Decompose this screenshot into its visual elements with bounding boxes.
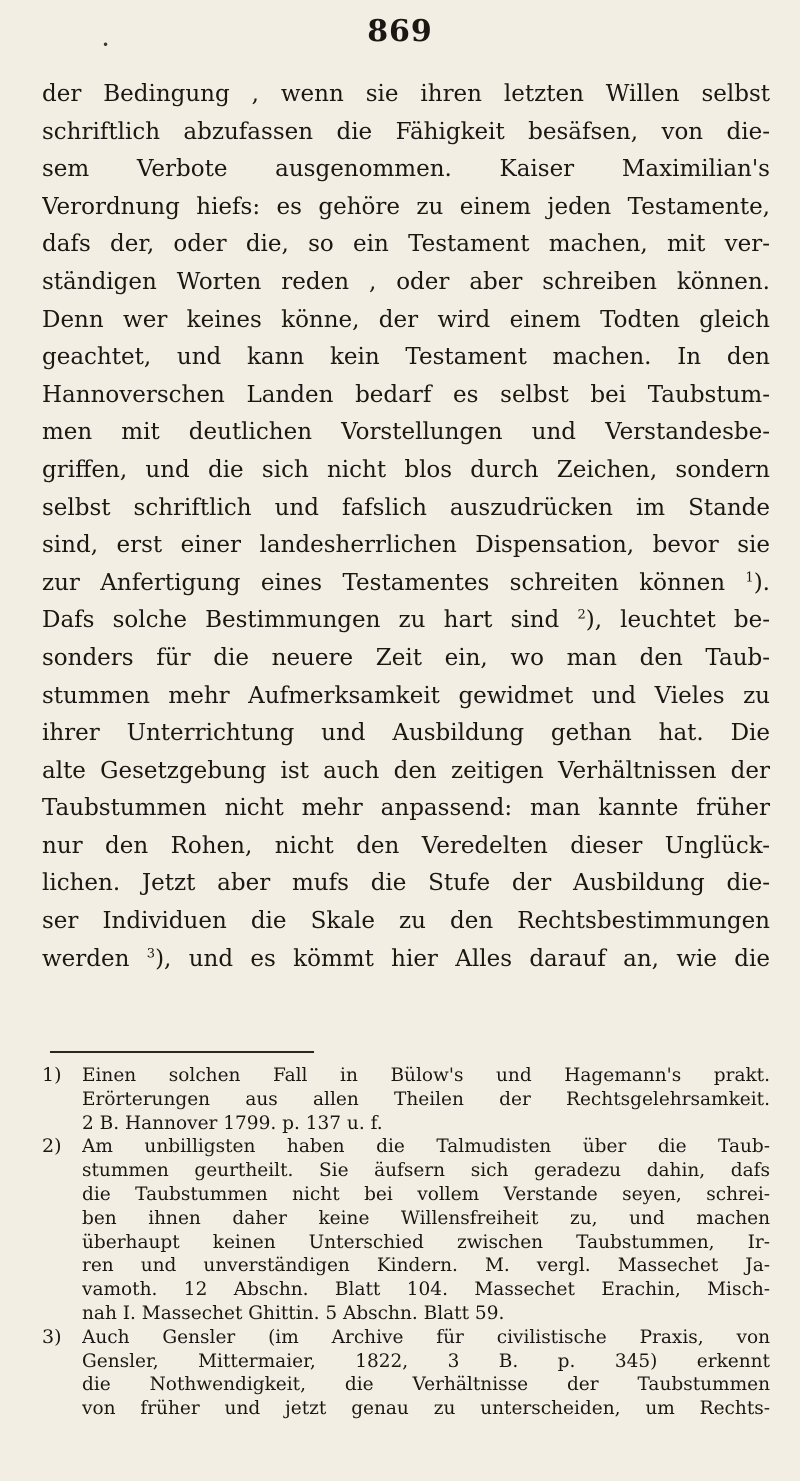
text-line: sind, erst einer landesherrlichen Dispensation, bevor sie	[42, 532, 770, 559]
footnote-line: Gensler, Mittermaier, 1822, 3 B. p. 345) erkennt	[82, 1350, 770, 1372]
text-line-with-ref-3	[42, 941, 770, 979]
text-segment: Dafs solche Bestimmungen zu hart sind	[42, 607, 560, 634]
text-line: ser Individuen die Skale zu den Rechtsbestimmungen	[42, 908, 770, 935]
footnote-ref-1: 1	[745, 570, 754, 586]
text-line: men mit deutlichen Vorstellungen und Verstandesbe-	[42, 419, 770, 446]
footnotes	[42, 1064, 770, 1421]
footnote-ref-2: 2	[577, 607, 586, 623]
footnote-line: Auch Gensler (im Archive für civilistische Praxis, von	[82, 1326, 770, 1348]
footnote-line: überhaupt keinen Unterschied zwischen Taubstummen, Ir-	[82, 1231, 770, 1253]
footnote-ref-3: 3	[146, 946, 156, 961]
footnote-line: ren und unverständigen Kindern. M. vergl. Massechet Ja-	[82, 1255, 770, 1277]
text-segment: werden	[42, 945, 130, 972]
text-line: stummen mehr Aufmerksamkeit gewidmet und Vieles zu	[42, 682, 770, 709]
text-segment: zur Anfertigung eines Testamentes schreiten können	[42, 569, 726, 596]
text-line: schriftlich abzufassen die Fähigkeit besäfsen, von die-	[42, 118, 770, 145]
text-line: nur den Rohen, nicht den Veredelten dieser Unglück-	[42, 832, 770, 859]
footnote-line: Einen solchen Fall in Bülow's und Hagemann's prakt.	[82, 1065, 770, 1086]
main-text	[42, 76, 770, 978]
footnote-line: nah I. Massechet Ghittin. 5 Abschn. Blatt 59.	[82, 1302, 505, 1324]
text-line: sem Verbote ausgenommen. Kaiser Maximilian's	[42, 156, 770, 183]
text-line: lichen. Jetzt aber mufs die Stufe der Ausbildung die-	[42, 870, 770, 897]
text-line-with-ref-2	[42, 602, 770, 640]
text-line: ihrer Unterrichtung und Ausbildung gethan hat. Die	[42, 720, 770, 747]
text-line: alte Gesetzgebung ist auch den zeitigen Verhältnissen der	[42, 757, 770, 784]
footnote-line: ben ihnen daher keine Willensfreiheit zu, und machen	[82, 1207, 770, 1229]
text-line: Taubstummen nicht mehr anpassend: man kannte früher	[42, 795, 770, 822]
footnote-line: stummen geurtheilt. Sie äufsern sich geradezu dahin, dafs	[82, 1160, 770, 1182]
footnote-3	[42, 1326, 770, 1421]
footnote-line: vamoth. 12 Abschn. Blatt 104. Massechet Erachin, Misch-	[82, 1279, 770, 1301]
footnote-number: 1)	[42, 1064, 62, 1086]
text-line: Denn wer keines könne, der wird einem Todten gleich	[42, 306, 770, 333]
ref-2-trailing: ), leuchtet be-	[585, 607, 770, 634]
ref-1-trailing: ).	[753, 569, 770, 596]
ref-3-trailing: ),	[155, 945, 172, 972]
text-line: Verordnung hiefs: es gehöre zu einem jeden Testamente,	[42, 193, 770, 220]
footnote-line: Am unbilligsten haben die Talmudisten über die Taub-	[82, 1136, 770, 1158]
text-line: selbst schriftlich und fafslich auszudrücken im Stande	[42, 494, 770, 521]
text-line-with-ref-1	[42, 565, 770, 603]
text-segment: und es kömmt hier Alles darauf an, wie die	[188, 945, 770, 972]
footnote-line: die Taubstummen nicht bei vollem Verstande seyen, schrei-	[82, 1183, 770, 1205]
footnote-line: von früher und jetzt genau zu unterscheiden, um Rechts-	[82, 1398, 770, 1420]
text-line: Hannoverschen Landen bedarf es selbst bei Taubstum-	[42, 381, 770, 408]
footnote-line: die Nothwendigkeit, die Verhältnisse der Taubstummen	[82, 1374, 770, 1396]
footnote-line: Erörterungen aus allen Theilen der Rechtsgelehrsamkeit.	[82, 1088, 770, 1110]
text-line: geachtet, und kann kein Testament machen. In den	[42, 344, 770, 371]
margin-mark: •	[102, 38, 110, 52]
footnote-1	[42, 1064, 770, 1135]
text-line: der Bedingung , wenn sie ihren letzten Willen selbst	[42, 81, 770, 107]
page-number: 869	[367, 14, 433, 49]
text-line: sonders für die neuere Zeit ein, wo man den Taub-	[42, 644, 770, 671]
footnote-number: 3)	[42, 1325, 62, 1348]
text-line: griffen, und die sich nicht blos durch Zeichen, sondern	[42, 456, 770, 483]
footnote-2	[42, 1135, 770, 1325]
footnote-line: 2 B. Hannover 1799. p. 137 u. f.	[82, 1112, 383, 1134]
text-line: dafs der, oder die, so ein Testament machen, mit ver-	[42, 231, 770, 258]
footnote-number: 2)	[42, 1135, 62, 1158]
footnote-divider	[50, 1051, 314, 1053]
text-line: ständigen Worten reden , oder aber schreiben können.	[42, 268, 770, 295]
